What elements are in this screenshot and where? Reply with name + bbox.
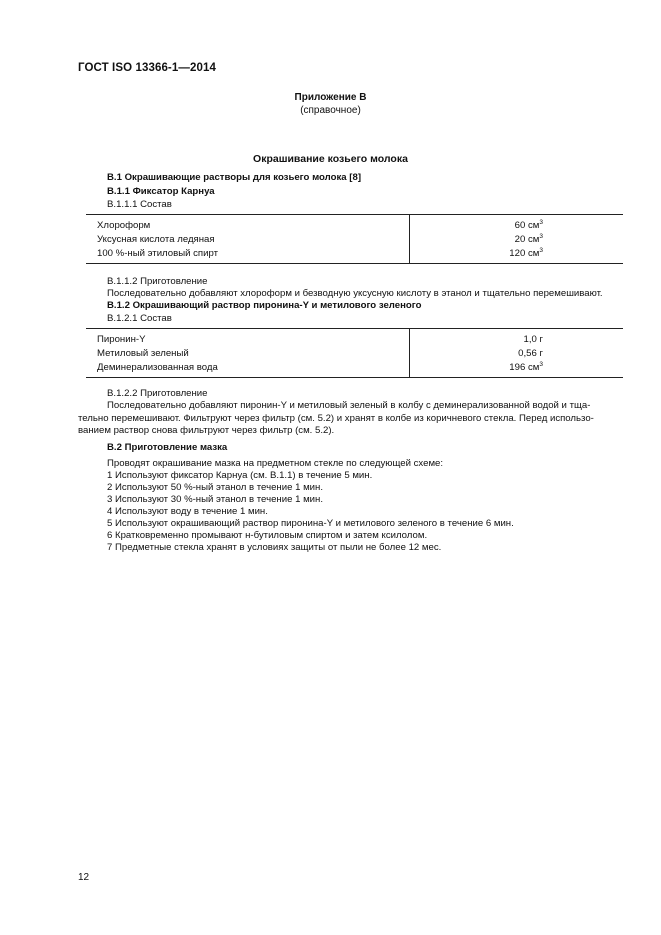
ingredient-name: Хлороформ: [97, 220, 151, 231]
ingredient-amount: 1,0 г: [523, 334, 543, 345]
ingredient-name: Уксусная кислота ледяная: [97, 234, 215, 245]
section-b121-heading: В.1.2.1 Состав: [107, 313, 172, 324]
step-item: 7 Предметные стекла хранят в условиях защиты от пыли не более 12 мес.: [107, 542, 442, 553]
ingredient-name: 100 %-ный этиловый спирт: [97, 248, 218, 259]
step-item: 2 Используют 50 %-ный этанол в течение 1 мин.: [107, 482, 323, 493]
ingredient-name: Пиронин-Y: [97, 334, 146, 345]
annex-title: Приложение В: [294, 92, 367, 103]
step-item: 6 Кратковременно промывают н-бутиловым спиртом и затем ксилолом.: [107, 530, 428, 541]
table-row: [86, 361, 623, 375]
step-item: 1 Используют фиксатор Карнуа (см. В.1.1) в течение 5 мин.: [107, 470, 373, 481]
ingredient-name: Деминерализованная вода: [97, 362, 218, 373]
table-row: [86, 233, 623, 247]
section-b1-heading: В.1 Окрашивающие растворы для козьего молока [8]: [107, 172, 362, 183]
ingredient-name: Метиловый зеленый: [97, 348, 189, 359]
paragraph-b122-line3: ванием раствор снова фильтруют через фильтр (см. 5.2).: [78, 425, 335, 436]
section-b11-heading: В.1.1 Фиксатор Карнуа: [107, 186, 215, 197]
paragraph-b122-line1: Последовательно добавляют пиронин-Y и метиловый зеленый в колбу с деминерализованной водой и тща-: [107, 400, 591, 411]
ingredient-amount: 60 $см^3$: [514, 219, 543, 231]
composition-table-1: [86, 214, 623, 264]
document-header: ГОСТ ISO 13366-1—2014: [78, 62, 216, 74]
step-item: 5 Используют окрашивающий раствор пиронина-Y и метилового зеленого в течение 6 мин.: [107, 518, 514, 529]
ingredient-amount: 20 $см^3$: [514, 233, 543, 245]
ingredient-amount: 196 $см^3$: [509, 361, 543, 373]
table-row: [86, 347, 623, 361]
composition-table-2: [86, 328, 623, 378]
section-b122-heading: В.1.2.2 Приготовление: [107, 388, 208, 399]
ingredient-amount: 120 $см^3$: [509, 247, 543, 259]
table-row: [86, 219, 623, 233]
paragraph-b2-intro: Проводят окрашивание мазка на предметном стекле по следующей схеме:: [107, 458, 444, 469]
section-b111-heading: В.1.1.1 Состав: [107, 199, 172, 210]
paragraph-b112: Последовательно добавляют хлороформ и безводную уксусную кислоту в этанол и тщательно перемешивают.: [107, 288, 603, 299]
annex-subtitle: (справочное): [300, 105, 361, 116]
table-row: [86, 247, 623, 261]
paragraph-b122-line2: тельно перемешивают. Фильтруют через фильтр (см. 5.2) и хранят в колбе из коричневого стекла. Перед использо-: [78, 413, 594, 424]
table-row: [86, 333, 623, 347]
section-b2-heading: В.2 Приготовление мазка: [107, 442, 228, 453]
document-title: Окрашивание козьего молока: [253, 153, 408, 165]
ingredient-amount: 0,56 г: [518, 348, 543, 359]
step-item: 3 Используют 30 %-ный этанол в течение 1 мин.: [107, 494, 323, 505]
section-b112-heading: В.1.1.2 Приготовление: [107, 276, 208, 287]
step-item: 4 Используют воду в течение 1 мин.: [107, 506, 268, 517]
section-b12-heading: В.1.2 Окрашивающий раствор пиронина-Y и метилового зеленого: [107, 300, 422, 311]
page-number: 12: [78, 872, 90, 883]
